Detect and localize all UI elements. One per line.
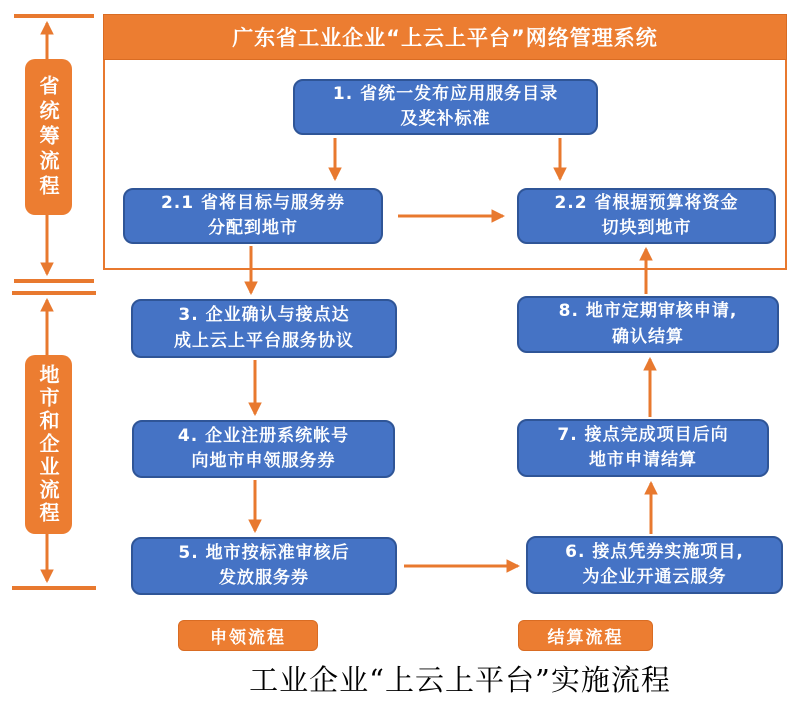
step-box-5-line2: 发放服务券 bbox=[219, 568, 309, 588]
step-box-8-line2: 确认结算 bbox=[612, 326, 684, 347]
step-box-4-line2: 向地市申领服务券 bbox=[191, 451, 336, 471]
step-box-2-2-line1: 2.2 省根据预算将资金 bbox=[554, 192, 739, 213]
step-box-1 bbox=[293, 79, 598, 135]
step-box-3-line2: 成上云上平台服务协议 bbox=[174, 330, 354, 351]
step-box-4 bbox=[132, 420, 395, 478]
step-box-1-line1: 1. 省统一发布应用服务目录 bbox=[332, 83, 559, 104]
step-box-1-line2: 及奖补标准 bbox=[400, 109, 491, 129]
step-box-7-line1: 7. 接点完成项目后向 bbox=[557, 424, 729, 445]
step-box-2-1-line2: 分配到地市 bbox=[208, 218, 298, 238]
banner-title: 广东省工业企业“上云上平台”网络管理系统 bbox=[103, 14, 787, 60]
step-box-6-line2: 为企业开通云服务 bbox=[582, 567, 727, 587]
side-label-city-enterprise-flow: 地市和企业流程 bbox=[25, 355, 72, 534]
step-box-2-1-line1: 2.1 省将目标与服务券 bbox=[160, 192, 346, 213]
step-box-3-line1: 3. 企业确认与接点达 bbox=[178, 305, 350, 325]
tag-application-flow: 申领流程 bbox=[178, 620, 318, 651]
step-box-8-line1: 8. 地市定期审核申请, bbox=[558, 301, 738, 321]
step-box-5 bbox=[131, 537, 397, 595]
step-box-2-2 bbox=[517, 188, 776, 244]
step-box-3 bbox=[131, 299, 397, 358]
tag-settlement-flow: 结算流程 bbox=[518, 620, 653, 651]
step-box-6 bbox=[526, 536, 783, 594]
step-box-7 bbox=[517, 419, 769, 477]
step-box-6-line1: 6. 接点凭券实施项目, bbox=[565, 541, 744, 562]
side-label-province-flow: 省统筹流程 bbox=[25, 59, 72, 215]
diagram-caption: 工业企业“上云上平台”实施流程 bbox=[249, 663, 671, 697]
step-box-4-line1: 4. 企业注册系统帐号 bbox=[177, 425, 350, 446]
step-box-7-line2: 地市申请结算 bbox=[589, 450, 697, 470]
step-box-5-line1: 5. 地市按标准审核后 bbox=[178, 542, 350, 563]
step-box-2-1 bbox=[123, 188, 383, 244]
step-box-8 bbox=[517, 296, 779, 353]
step-box-2-2-line2: 切块到地市 bbox=[601, 218, 692, 238]
